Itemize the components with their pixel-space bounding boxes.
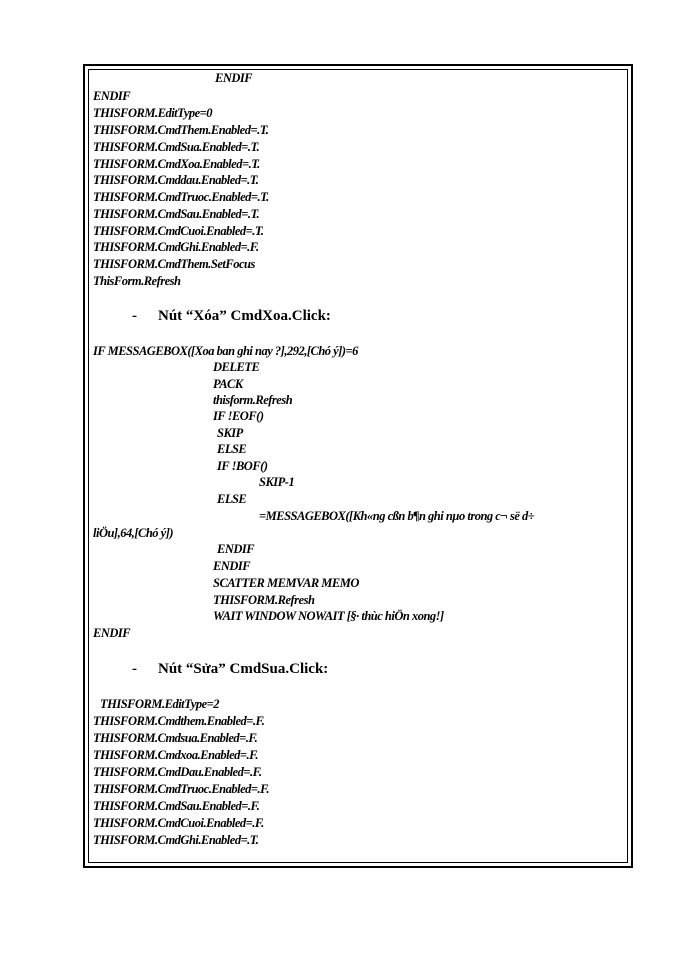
code-line: IF !BOF() xyxy=(217,459,268,473)
code-line: THISFORM.Refresh xyxy=(213,593,315,607)
code-line: THISFORM.CmdCuoi.Enabled=.T. xyxy=(93,224,264,238)
section-heading-sua xyxy=(132,660,328,678)
heading-dash: - xyxy=(132,308,137,324)
code-line: ENDIF xyxy=(217,542,255,556)
code-line: ENDIF xyxy=(93,89,131,103)
code-line: THISFORM.CmdTruoc.Enabled=.T. xyxy=(93,190,269,204)
heading-text: Nút “Xóa” CmdXoa.Click: xyxy=(158,308,331,324)
code-line: THISFORM.Cmddau.Enabled=.T. xyxy=(93,173,259,187)
code-line: THISFORM.Cmdsua.Enabled=.F. xyxy=(93,731,258,745)
code-line: SCATTER MEMVAR MEMO xyxy=(213,576,359,590)
code-line: THISFORM.CmdThem.SetFocus xyxy=(93,257,255,271)
code-line: THISFORM.CmdXoa.Enabled=.T. xyxy=(93,157,260,171)
code-line: THISFORM.CmdThem.Enabled=.T. xyxy=(93,123,269,137)
code-line: THISFORM.CmdGhi.Enabled=.T. xyxy=(93,833,259,847)
heading-text: Nút “Sửa” CmdSua.Click: xyxy=(158,661,329,677)
code-line: ENDIF xyxy=(213,559,251,573)
code-line: ELSE xyxy=(217,442,247,456)
section-heading-xoa xyxy=(132,307,331,325)
code-line: THISFORM.CmdSau.Enabled=.T. xyxy=(93,207,260,221)
code-line: IF !EOF() xyxy=(213,409,264,423)
code-line: THISFORM.CmdSau.Enabled=.F. xyxy=(93,799,260,813)
code-line: THISFORM.CmdGhi.Enabled=.F. xyxy=(93,240,259,254)
code-line: =MESSAGEBOX([Kh«ng cßn b¶n ghi nµo trong c¬ së d÷ xyxy=(259,509,535,523)
code-line: THISFORM.EditType=2 xyxy=(100,697,220,711)
code-line: IF MESSAGEBOX([Xoa ban ghi nay ?],292,[Chó ý])=6 xyxy=(93,344,358,358)
code-line: liÖu],64,[Chó ý]) xyxy=(93,526,174,540)
code-line: THISFORM.Cmdxoa.Enabled=.F. xyxy=(93,748,258,762)
code-line: WAIT WINDOW NOWAIT [§· thùc hiÖn xong!] xyxy=(213,609,444,623)
code-line: THISFORM.CmdTruoc.Enabled=.F. xyxy=(93,782,269,796)
code-line: THISFORM.CmdDau.Enabled=.F. xyxy=(93,765,262,779)
code-line: SKIP-1 xyxy=(259,475,295,489)
code-line: THISFORM.CmdCuoi.Enabled=.F. xyxy=(93,816,264,830)
code-line: ENDIF xyxy=(93,626,131,640)
code-line: ENDIF xyxy=(215,71,253,85)
code-line: thisform.Refresh xyxy=(213,393,293,407)
code-line: THISFORM.EditType=0 xyxy=(93,106,213,120)
code-line: ThisForm.Refresh xyxy=(93,274,181,288)
code-line: THISFORM.Cmdthem.Enabled=.F. xyxy=(93,714,265,728)
code-line: THISFORM.CmdSua.Enabled=.T. xyxy=(93,140,260,154)
heading-dash: - xyxy=(132,661,137,677)
code-line: DELETE xyxy=(213,360,260,374)
code-line: PACK xyxy=(213,377,243,391)
code-line: ELSE xyxy=(217,492,247,506)
code-line: SKIP xyxy=(217,426,243,440)
